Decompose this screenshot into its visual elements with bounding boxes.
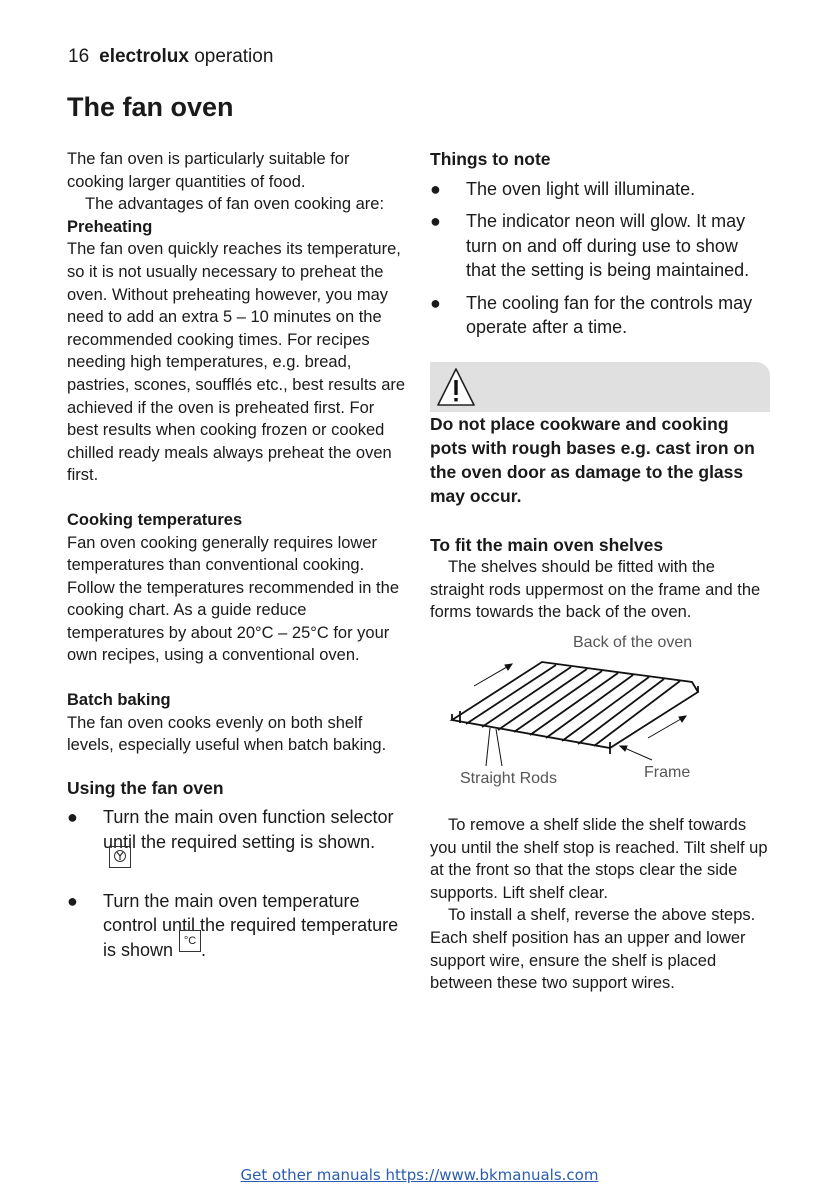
manuals-link[interactable]: Get other manuals https://www.bkmanuals.com	[240, 1166, 599, 1184]
using-list	[67, 805, 407, 962]
right-column	[430, 148, 770, 995]
install-text: To install a shelf, reverse the above steps. Each shelf position has an upper and lower support wire, ensure the shelf is placed between these two support wires.	[430, 906, 756, 993]
straight-rods-label: Straight Rods	[460, 769, 557, 787]
spacer	[67, 487, 407, 509]
list-item	[67, 889, 407, 963]
list-item-text: The cooling fan for the controls may operate after a time.	[466, 292, 753, 338]
section-name: operation	[194, 46, 274, 67]
page-number: 16	[68, 46, 90, 67]
frame-label: Frame	[644, 763, 691, 781]
list-item-text: Turn the main oven function selector until the required setting is shown.	[103, 807, 394, 852]
spacer	[430, 788, 770, 814]
celsius-symbol-icon: °C	[179, 930, 201, 952]
fan-oven-symbol-icon	[109, 846, 131, 868]
spacer	[430, 508, 770, 534]
warning-bar	[430, 362, 770, 412]
list-item	[430, 177, 770, 202]
spacer	[67, 667, 407, 689]
shelf-illustration	[430, 628, 760, 788]
cooking-temp-heading: Cooking temperatures	[67, 510, 243, 529]
advantages-text: The advantages of fan oven cooking are:	[85, 195, 385, 214]
using-heading: Using the fan oven	[67, 777, 224, 798]
warning-triangle-icon	[436, 366, 476, 408]
footer	[0, 1166, 839, 1184]
bullet-icon: ●	[430, 178, 441, 199]
batch-text: The fan oven cooks evenly on both shelf levels, especially useful when batch baking.	[67, 713, 387, 755]
shelves-heading: To fit the main oven shelves	[430, 534, 664, 555]
page-header	[68, 46, 273, 68]
bullet-icon: ●	[430, 292, 441, 313]
left-column	[67, 148, 407, 962]
list-item-text: The oven light will illuminate.	[466, 178, 696, 199]
warning-text: Do not place cookware and cooking pots with rough bases e.g. cast iron on the oven door as damage to the glass may occur.	[430, 413, 755, 506]
back-of-oven-label: Back of the oven	[573, 633, 693, 651]
intro-text: The fan oven is particularly suitable for cooking larger quantities of food.	[67, 150, 350, 191]
shelves-text: The shelves should be fitted with the straight rods uppermost on the frame and the forms towards the back of the oven.	[430, 558, 761, 622]
things-list	[430, 177, 770, 340]
shelf-diagram	[430, 628, 760, 788]
preheating-heading: Preheating	[67, 217, 153, 236]
list-item-text: Turn the main oven temperature control until the required temperature is shown	[103, 890, 399, 960]
cooking-temp-text: Fan oven cooking generally requires lower temperatures than conventional cooking. Follow the temperatures recommended in the cooking chart. As a guide reduce temperatures by about 20°C – 25°C for your own recipes, using a conventional oven.	[67, 533, 399, 665]
spacer	[67, 757, 407, 777]
preheating-text: The fan oven quickly reaches its temperature, so it is not usually necessary to preheat the oven. Without preheating however, you may need to add an extra 5 – 10 minutes on the recommended cooking times. For recipes needing high temperatures, e.g. bread, pastries, scones, soufflés etc., best results are achieved if the oven is preheated first. For best results when cooking frozen or cooked chilled ready meals always preheat the oven first.	[67, 240, 406, 485]
bullet-icon: ●	[430, 211, 441, 232]
batch-heading: Batch baking	[67, 691, 171, 710]
brand-name: electrolux	[99, 46, 189, 67]
remove-text: To remove a shelf slide the shelf towards you until the shelf stop is reached. Tilt shelf up at the front so that the stops clear the side supports. Lift shelf clear.	[430, 815, 768, 902]
list-item-end: .	[201, 939, 207, 960]
things-heading: Things to note	[430, 149, 551, 169]
list-item-text: The indicator neon will glow. It may turn on and off during use to show that the setting is being maintained.	[466, 211, 750, 281]
bullet-icon: ●	[67, 807, 78, 828]
bullet-icon: ●	[67, 890, 78, 911]
list-item	[67, 805, 407, 879]
list-item	[430, 291, 770, 340]
page-title: The fan oven	[67, 92, 234, 122]
list-item	[430, 209, 770, 283]
